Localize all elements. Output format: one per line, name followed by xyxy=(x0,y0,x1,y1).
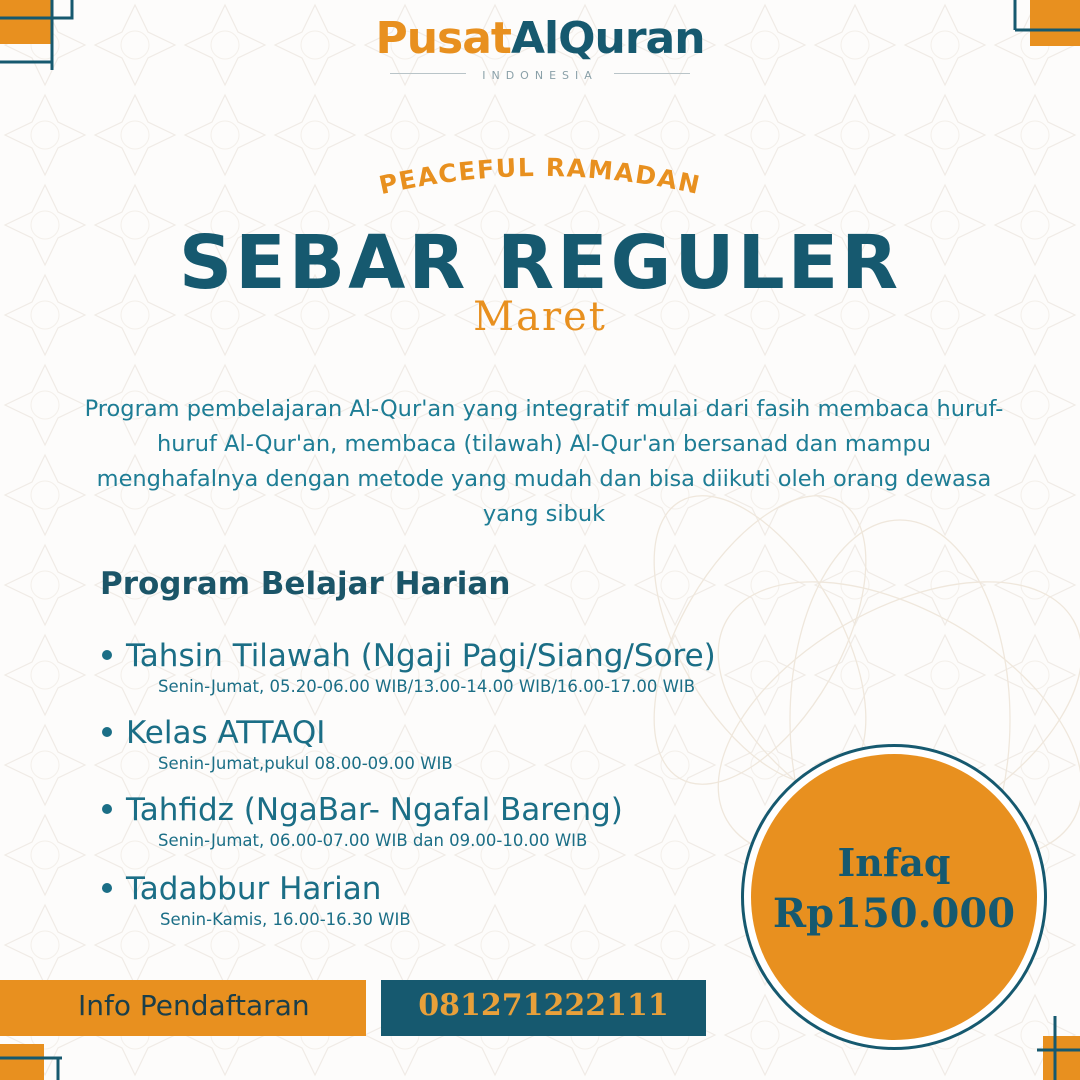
program-description: Program pembelajaran Al-Qur'an yang integratif mulai dari fasih membaca huruf-huruf Al-Qur'an, membaca (tilawah) Al-Qur'an bersanad dan mampu menghafalnya dengan metode yang mudah dan bisa diikuti oleh orang dewasa yang sibuk xyxy=(84,396,1004,527)
program-schedule: Senin-Jumat, 05.20-06.00 WIB/13.00-14.00 WIB/16.00-17.00 WIB xyxy=(158,677,696,696)
brand-logo xyxy=(0,14,1080,82)
bullet-icon xyxy=(102,727,112,737)
logo-divider-right xyxy=(614,73,690,74)
bullet-icon xyxy=(102,804,112,814)
phone-number: 081271222111 xyxy=(418,988,669,1023)
program-schedule: Senin-Jumat, 06.00-07.00 WIB dan 09.00-10.00 WIB xyxy=(158,831,588,850)
svg-text:PEACEFUL RAMADAN xyxy=(376,153,703,200)
program-item xyxy=(100,869,411,931)
bullet-icon xyxy=(102,883,112,893)
infaq-label: Infaq xyxy=(837,840,951,885)
program-name: Kelas ATTAQI xyxy=(126,715,326,751)
program-item xyxy=(100,713,453,775)
program-name: Tahfidz (NgaBar- Ngafal Bareng) xyxy=(126,792,623,828)
program-schedule: Senin-Jumat,pukul 08.00-09.00 WIB xyxy=(158,754,453,773)
section-title: Program Belajar Harian xyxy=(100,566,511,602)
program-item xyxy=(100,636,716,698)
tagline-text: PEACEFUL RAMADAN xyxy=(376,152,704,200)
logo-subtitle: INDONESIA xyxy=(482,69,598,82)
program-schedule: Senin-Kamis, 16.00-16.30 WIB xyxy=(160,910,411,929)
bullet-icon xyxy=(102,650,112,660)
logo-divider-left xyxy=(390,73,466,74)
program-name: Tahsin Tilawah (Ngaji Pagi/Siang/Sore) xyxy=(126,638,716,674)
logo-part-pusat: Pusat xyxy=(375,13,511,64)
corner-decoration-bottom-right xyxy=(1035,1010,1080,1080)
program-name: Tadabbur Harian xyxy=(126,871,382,907)
infaq-amount: Rp150.000 xyxy=(772,890,1016,937)
logo-part-alquran: AlQuran xyxy=(510,13,705,64)
tagline xyxy=(370,150,710,200)
corner-decoration-bottom-left xyxy=(0,1030,70,1080)
subtitle-month: Maret xyxy=(473,294,607,340)
program-item xyxy=(100,790,623,852)
main-title: SEBAR REGULER xyxy=(178,220,902,306)
info-label: Info Pendaftaran xyxy=(78,989,310,1022)
